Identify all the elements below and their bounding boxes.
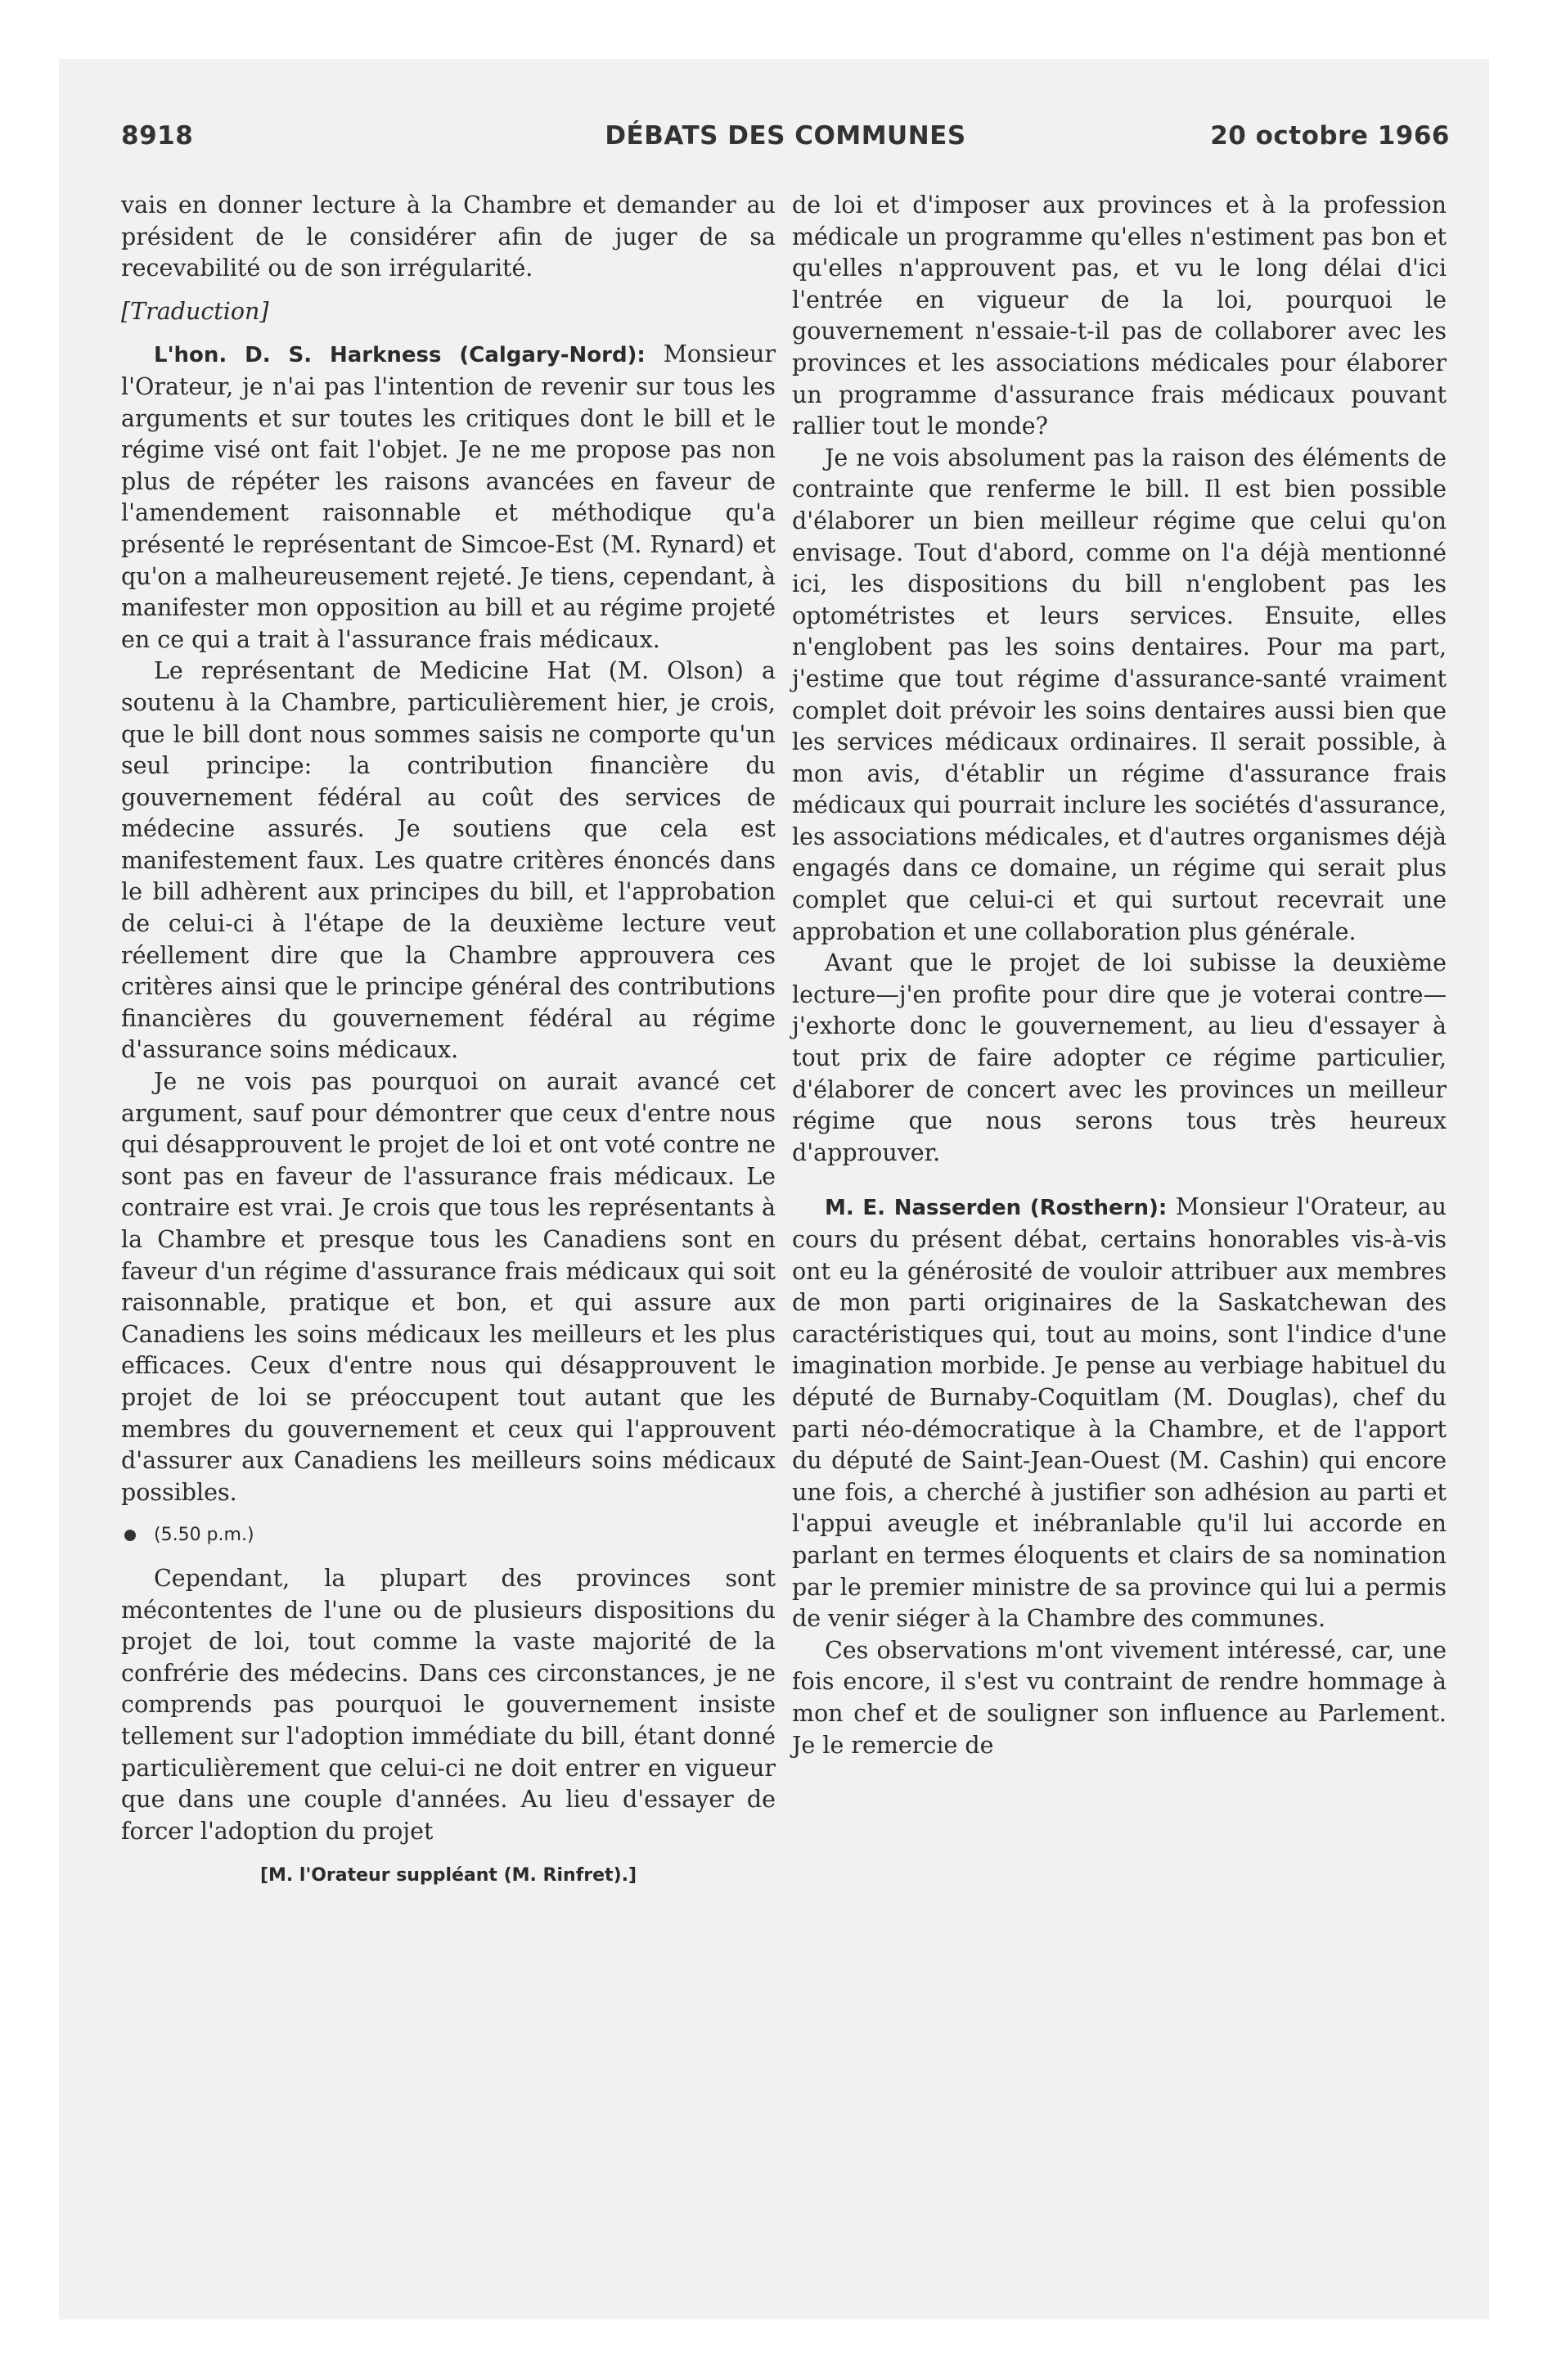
footer-note: [M. l'Orateur suppléant (M. Rinfret).] xyxy=(259,1865,637,1886)
speaker-name: M. E. Nasserden (Rosthern): xyxy=(825,1196,1168,1221)
time-text: (5.50 p.m.) xyxy=(154,1525,254,1546)
speech-text: Monsieur l'Orateur, au cours du présent débat, certains honorables vis-à-vis ont eu la générosité de vouloir attribuer aux membres de mon parti originaires de la Saskatchewan des caractéristiques qui, tout au moins, sont l'indice d'une imagination morbide. Je pense au verbiage habituel du député de Burnaby-Coquitlam (M. Douglas), chef du parti néo-démocratique à la Chambre, et de l'apport du député de Saint-Jean-Ouest (M. Cashin) qui encore une fois, a cherché à justifier son adhésion au parti et l'appui aveugle et inébranlable qu'il lui accorde en parlant en termes éloquents et clairs de sa nomination par le premier ministre de sa province qui lui a permis de venir siéger à la Chambre des communes. xyxy=(792,1193,1447,1633)
time-marker xyxy=(121,1520,776,1552)
page-title: DÉBATS DES COMMUNES xyxy=(605,121,966,151)
paragraph: Cependant, la plupart des provinces sont mécontentes de l'une ou de plusieurs dispositions du projet de loi, tout comme la vaste majorité de la confrérie des médecins. Dans ces circonstances, je ne comprends pas pourquoi le gouvernement insiste tellement sur l'adoption immédiate du bill, étant donné particulièrement que celui-ci ne doit entrer en vigueur que dans une couple d'années. Au lieu d'essayer de forcer l'adoption du projet xyxy=(121,1564,776,1845)
paragraph: vais en donner lecture à la Chambre et demander au président de le considérer afin de juger de sa recevabilité ou de son irrégularité. xyxy=(121,192,776,282)
left-column xyxy=(121,190,776,1892)
paragraph: de loi et d'imposer aux provinces et à la profession médicale un programme qu'elles n'estiment pas bon et qu'elles n'approuvent pas, et vu le long délai d'ici l'entrée en vigueur de la loi, pourquoi le gouvernement n'essaie-t-il pas de collaborer avec les provinces et les associations médicales pour élaborer un programme d'assurance frais médicaux pouvant rallier tout le monde? xyxy=(792,192,1447,440)
speaker-name: L'hon. D. S. Harkness (Calgary-Nord): xyxy=(154,343,646,368)
page-number: 8918 xyxy=(121,121,194,151)
running-header xyxy=(121,121,1450,157)
paragraph: Ces observations m'ont vivement intéressé, car, une fois encore, il s'est vu contraint de rendre hommage à mon chef et de souligner son influence au Parlement. Je le remercie de xyxy=(792,1636,1447,1759)
paragraph: Avant que le projet de loi subisse la deuxième lecture—j'en profite pour dire que je voterai contre—j'exhorte donc le gouvernement, au lieu d'essayer à tout prix de faire adopter ce régime particulier, d'élaborer de concert avec les provinces un meilleur régime que nous serons tous très heureux d'approuver. xyxy=(792,949,1447,1166)
bullet-icon xyxy=(124,1530,136,1541)
page-date: 20 octobre 1966 xyxy=(1210,121,1450,151)
paragraph: Le représentant de Medicine Hat (M. Olson) a soutenu à la Chambre, particulièrement hier, je crois, que le bill dont nous sommes saisis ne comporte qu'un seul principe: la contribution financière du gouvernement fédéral au coût des services de médecine assurés. Je soutiens que cela est manifestement faux. Les quatre critères énoncés dans le bill adhèrent aux principes du bill, et l'approbation de celui-ci à l'étape de la deuxième lecture veut réellement dire que la Chambre approuvera ces critères ainsi que le principe général des contributions financières du gouvernement fédéral au régime d'assurance soins médicaux. xyxy=(121,657,776,1064)
paragraph: Je ne vois absolument pas la raison des éléments de contrainte que renferme le bill. Il est bien possible d'élaborer un bien meilleur régime que celui qu'on envisage. Tout d'abord, comme on l'a déjà mentionné ici, les dispositions du bill n'englobent pas les optométristes et leurs services. Ensuite, elles n'englobent pas les soins dentaires. Pour ma part, j'estime que tout régime d'assurance-santé vraiment complet doit prévoir les soins dentaires aussi bien que les services médicaux ordinaires. Il serait possible, à mon avis, d'établir un régime d'assurance frais médicaux qui pourrait inclure les sociétés d'assurance, les associations médicales, et d'autres organismes déjà engagés dans ce domaine, un régime qui serait plus complet que celui-ci et qui surtout recevrait une approbation et une collaboration plus générale. xyxy=(792,444,1447,945)
right-column xyxy=(792,190,1447,1761)
speech-text: Monsieur l'Orateur, je n'ai pas l'intention de revenir sur tous les arguments et sur toutes les critiques dont le bill et le régime visé ont fait l'objet. Je ne me propose pas non plus de répéter les raisons avancées en faveur de l'amendement raisonnable et méthodique qu'a présenté le représentant de Simcoe-Est (M. Rynard) et qu'on a malheureusement rejeté. Je tiens, cependant, à manifester mon opposition au bill et au régime projeté en ce qui a trait à l'assurance frais médicaux. xyxy=(121,340,776,653)
translation-tag: [Traduction] xyxy=(121,297,269,325)
paragraph xyxy=(121,339,776,656)
paragraph: Je ne vois pas pourquoi on aurait avancé cet argument, sauf pour démontrer que ceux d'entre nous qui désapprouvent le projet de loi et ont voté contre ne sont pas en faveur de l'assurance frais médicaux. Le contraire est vrai. Je crois que tous les représentants à la Chambre et presque tous les Canadiens sont en faveur d'un régime d'assurance frais médicaux qui soit raisonnable, pratique et bon, et qui assure aux Canadiens les soins médicaux les meilleurs et les plus efficaces. Ceux d'entre nous qui désapprouvent le projet de loi se préoccupent tout autant que les membres du gouvernement et ceux qui l'approuvent d'assurer aux Canadiens les meilleurs soins médicaux possibles. xyxy=(121,1068,776,1506)
paragraph xyxy=(792,1192,1447,1634)
